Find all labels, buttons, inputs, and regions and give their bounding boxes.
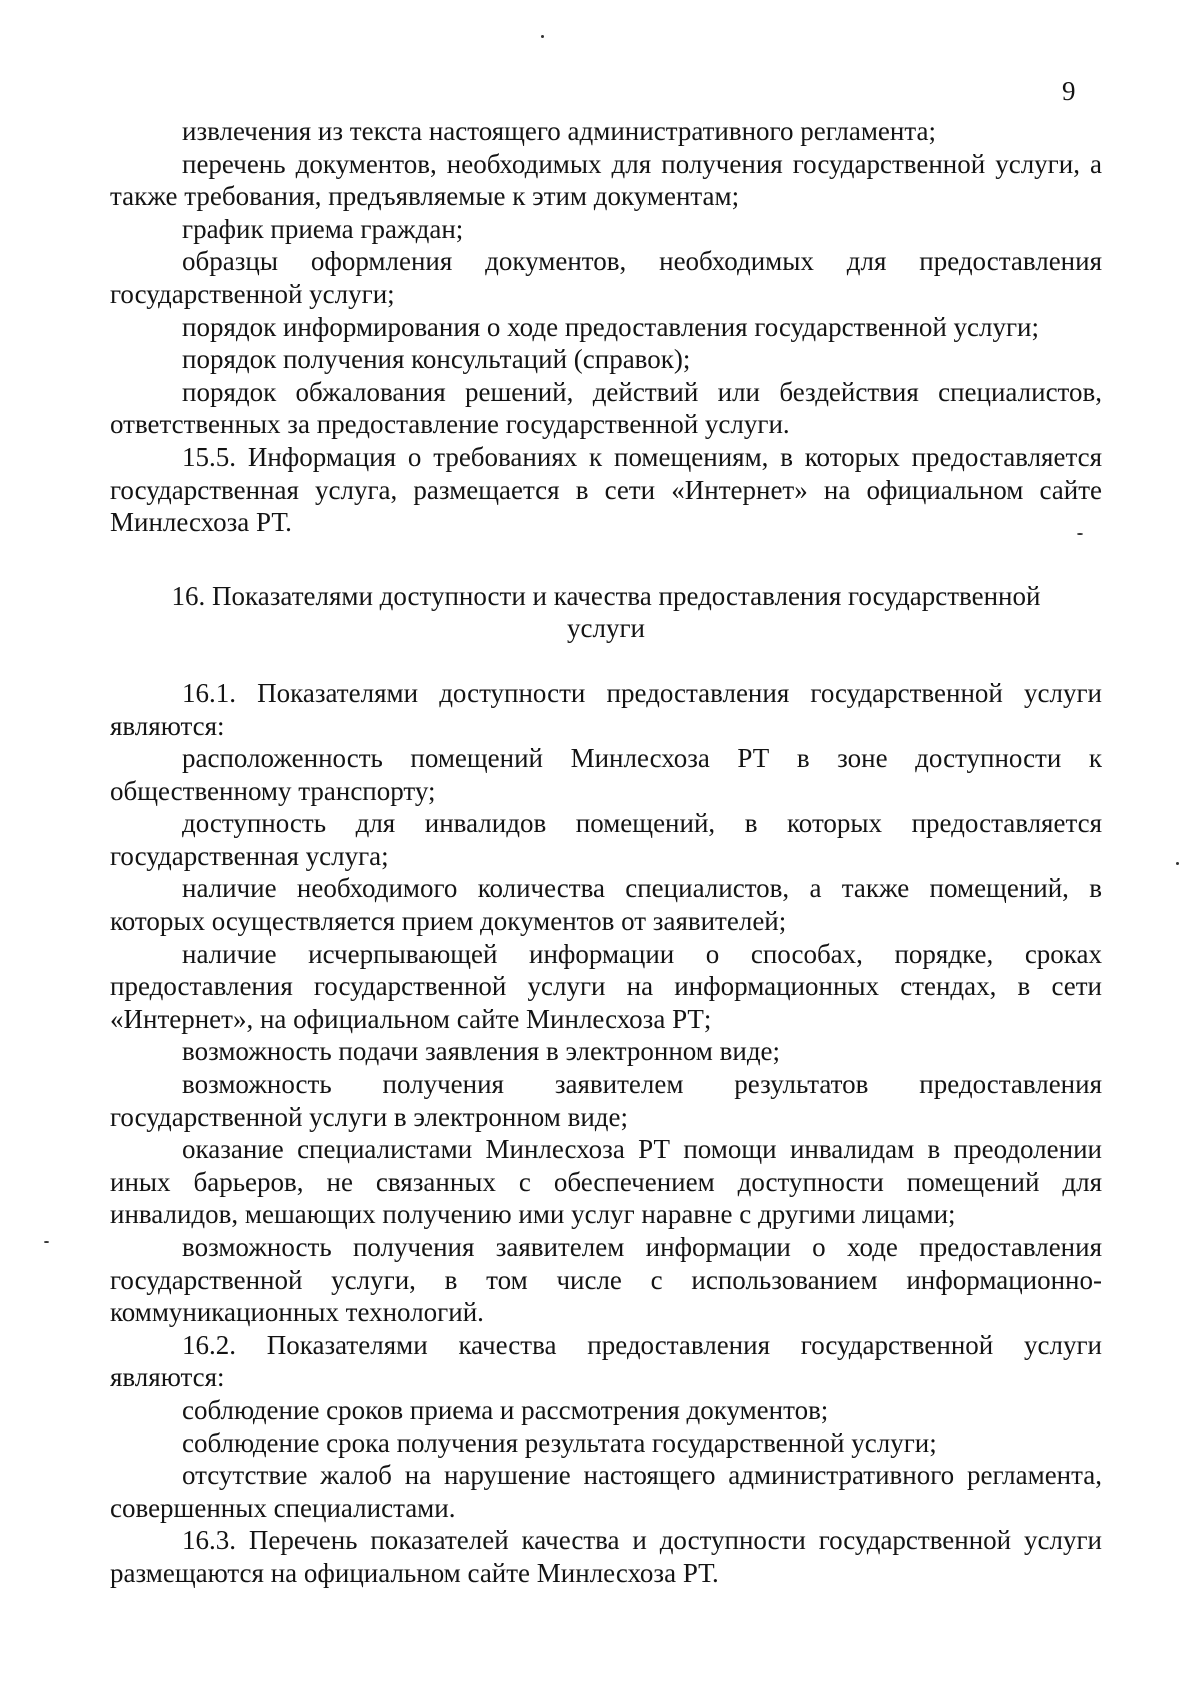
list-item: перечень документов, необходимых для получения государственной услуги, а также требования, предъявляемые к этим документам; (110, 148, 1102, 212)
spacer (110, 539, 1102, 580)
section-heading-line-2: услуги (567, 613, 645, 644)
list-item: порядок получения консультаций (справок); (182, 344, 691, 375)
list-item: соблюдение сроков приема и рассмотрения документов; (182, 1394, 829, 1425)
list-item: график приема граждан; (182, 213, 464, 244)
list-item: извлечения из текста настоящего административного регламента; (182, 116, 936, 146)
clause-16-2: 16.2. Показателями качества предоставления государственной услуги являются: (110, 1329, 1102, 1393)
clause-16-1: 16.1. Показателями доступности предоставления государственной услуги являются: (110, 677, 1102, 741)
list-item: наличие необходимого количества специалистов, а также помещений, в которых осуществляется прием документов от заявителей; (110, 873, 1102, 937)
list-item: возможность подачи заявления в электронном виде; (182, 1036, 781, 1067)
clause-15-5: 15.5. Информация о требованиях к помещениям, в которых предоставляется государственная услуга, размещается в сети «Интернет» на официальном сайте Минлесхоза РТ. (110, 441, 1102, 538)
page-number: 9 (1062, 76, 1076, 106)
list-item: возможность получения заявителем информации о ходе предоставления государственной услуги, в том числе с использованием информационно-коммуникационных технологий. (110, 1232, 1102, 1328)
scan-speck (44, 1241, 49, 1243)
list-item: расположенность помещений Минлесхоза РТ в зоне доступности к общественному транспорту; (110, 743, 1102, 806)
list-item: отсутствие жалоб на нарушение настоящего административного регламента, совершенных специалистами. (110, 1460, 1102, 1523)
list-item: оказание специалистами Минлесхоза РТ помощи инвалидам в преодолении иных барьеров, не связанных с обеспечением доступности помещений для инвалидов, мешающих получению ими услуг наравне с другими лицами; (110, 1134, 1102, 1230)
document-body (110, 115, 1102, 1590)
clause-16-3: 16.3. Перечень показателей качества и доступности государственной услуги размещаются на официальном сайте Минлесхоза РТ. (110, 1525, 1102, 1588)
list-item: наличие исчерпывающей информации о способах, порядке, сроках предоставления государственной услуги на информационных стендах, в сети «Интернет», на официальном сайте Минлесхоза РТ; (110, 938, 1102, 1034)
scan-speck (541, 35, 544, 38)
list-item: образцы оформления документов, необходимых для предоставления государственной услуги; (110, 246, 1102, 309)
list-item: порядок обжалования решений, действий или бездействия специалистов, ответственных за предоставление государственной услуги. (110, 376, 1102, 440)
scan-speck (1176, 862, 1179, 865)
section-heading-line-1: 16. Показателями доступности и качества предоставления государственной (171, 580, 1041, 611)
list-item: доступность для инвалидов помещений, в которых предоставляется государственная услуга; (110, 808, 1102, 871)
spacer (110, 645, 1102, 677)
list-item: возможность получения заявителем результатов предоставления государственной услуги в электронном виде; (110, 1069, 1102, 1132)
list-item: порядок информирования о ходе предоставления государственной услуги; (182, 311, 1040, 342)
list-item: соблюдение срока получения результата государственной услуги; (182, 1427, 937, 1458)
